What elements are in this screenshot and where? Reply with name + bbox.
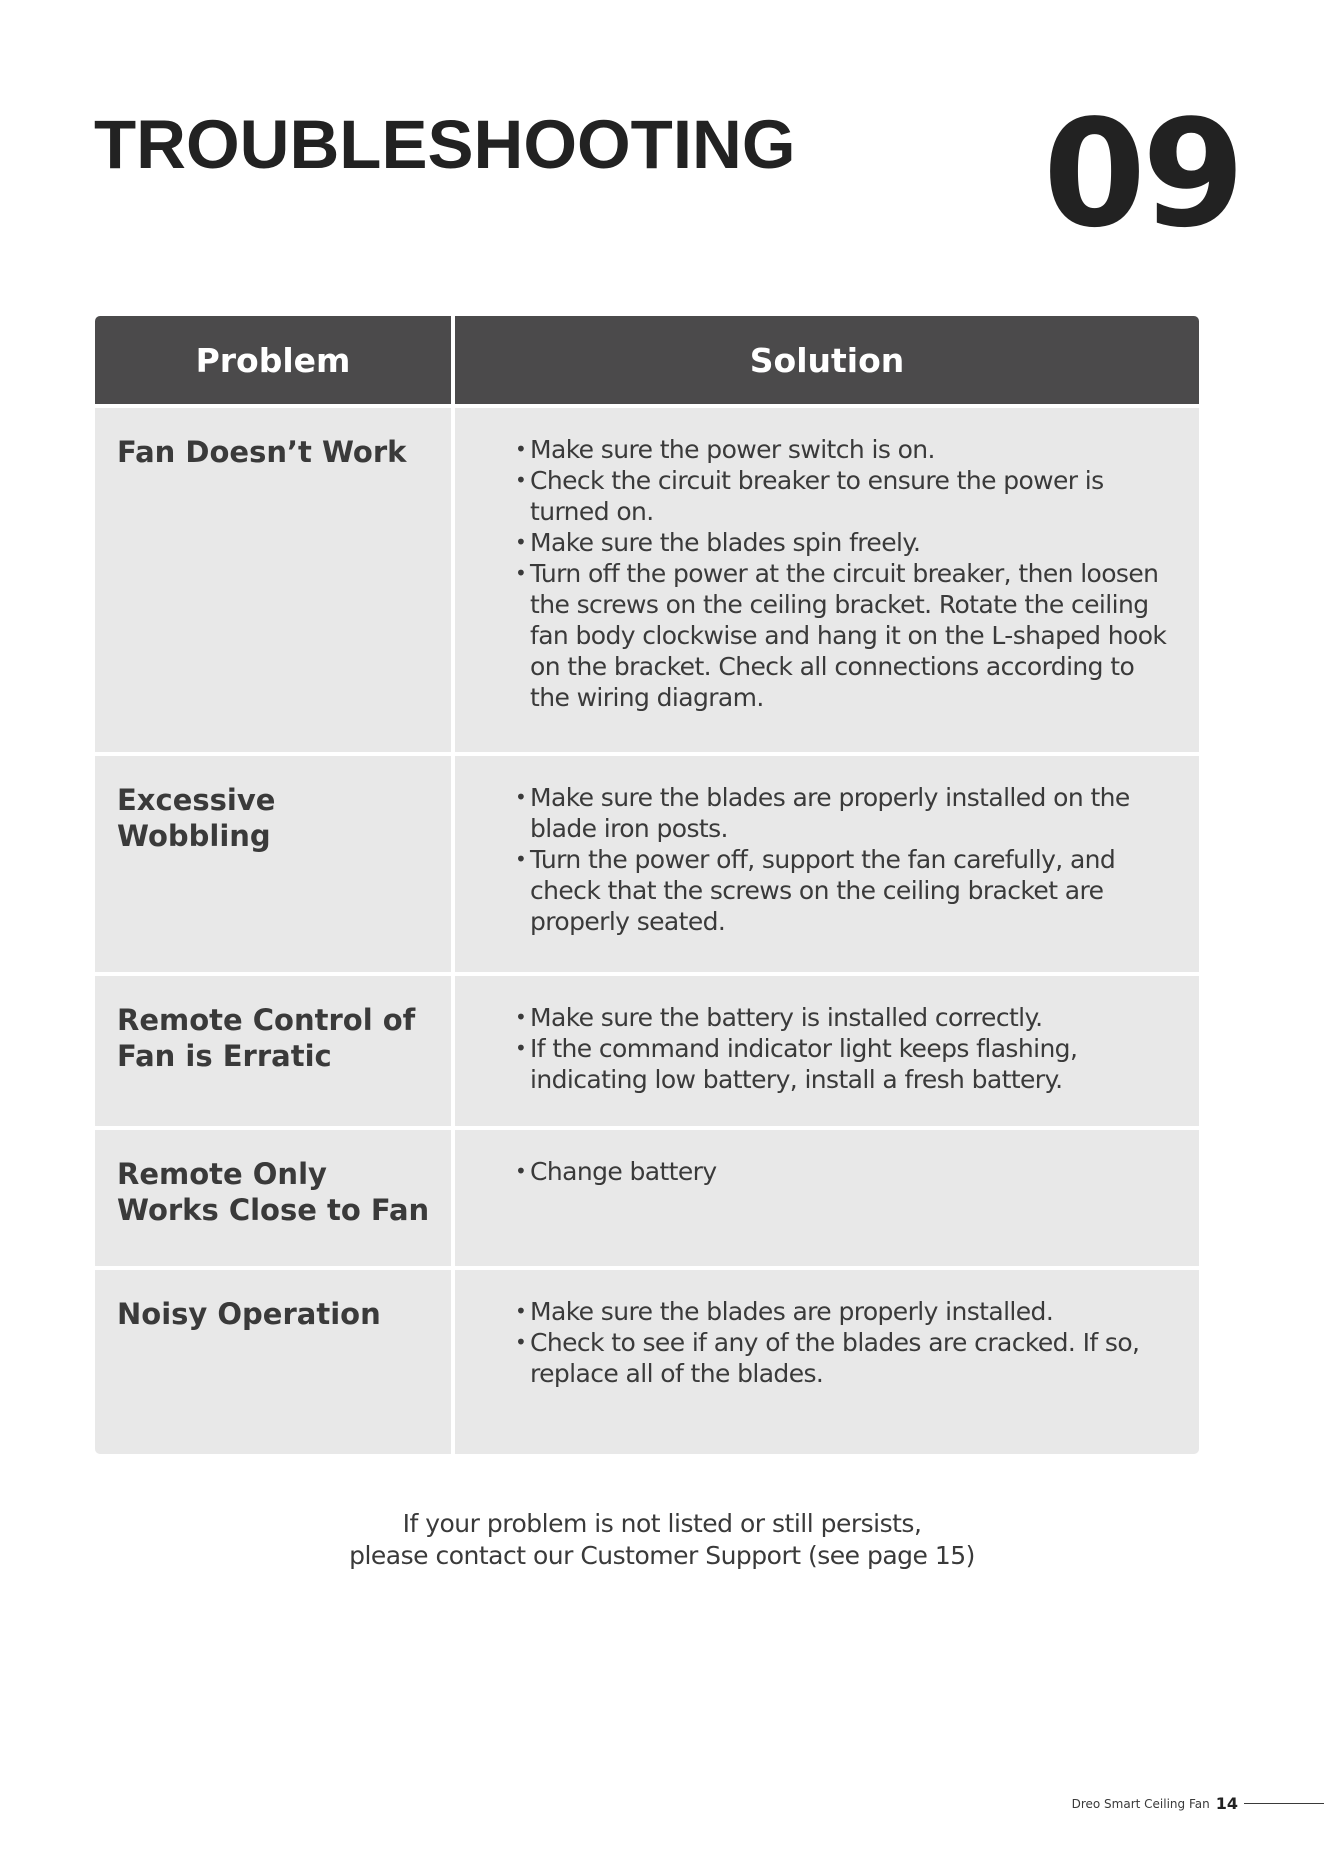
solution-item: • Turn the power off, support the fan carefully, and check that the screws on the ceiling bracket are properly seated. xyxy=(515,844,1169,937)
solution-list xyxy=(515,434,1169,713)
solution-item: • Make sure the blades spin freely. xyxy=(515,527,1169,558)
page-title: TROUBLESHOOTING xyxy=(94,106,796,183)
solution-item: • If the command indicator light keeps flashing, indicating low battery, install a fresh battery. xyxy=(515,1033,1169,1095)
solution-item: • Make sure the power switch is on. xyxy=(515,434,1169,465)
problem-cell: Remote Control of Fan is Erratic xyxy=(95,976,451,1126)
problem-cell: Excessive Wobbling xyxy=(95,756,451,972)
solution-cell xyxy=(455,976,1199,1126)
solution-cell xyxy=(455,1130,1199,1266)
table-row xyxy=(95,1270,1199,1454)
solution-list xyxy=(515,1002,1169,1095)
table-row xyxy=(95,756,1199,972)
solution-cell xyxy=(455,408,1199,752)
problem-cell: Fan Doesn’t Work xyxy=(95,408,451,752)
solution-item: • Check to see if any of the blades are cracked. If so, replace all of the blades. xyxy=(515,1327,1169,1389)
page-footer xyxy=(1072,1794,1324,1813)
support-note-line: please contact our Customer Support (see page 15) xyxy=(349,1541,975,1570)
support-note-line: If your problem is not listed or still persists, xyxy=(402,1509,922,1538)
troubleshooting-table xyxy=(95,316,1199,1454)
solution-item: • Check the circuit breaker to ensure the power is turned on. xyxy=(515,465,1169,527)
problem-cell: Noisy Operation xyxy=(95,1270,451,1454)
section-number: 09 xyxy=(1043,88,1241,260)
solution-item: • Turn off the power at the circuit breaker, then loosen the screws on the ceiling bracket. Rotate the ceiling fan body clockwise and hang it on the L-shaped hook on the bracket. Check all connections according to the wiring diagram. xyxy=(515,558,1169,713)
footer-brand: Dreo Smart Ceiling Fan xyxy=(1071,1796,1210,1811)
table-header xyxy=(95,316,1199,404)
table-row xyxy=(95,1130,1199,1266)
footer-rule xyxy=(1244,1803,1324,1804)
page-number: 14 xyxy=(1215,1794,1238,1813)
solution-item: • Make sure the blades are properly installed. xyxy=(515,1296,1169,1327)
solution-list xyxy=(515,1156,1169,1187)
solution-cell xyxy=(455,756,1199,972)
support-note xyxy=(0,1508,1324,1572)
solution-item: • Make sure the blades are properly installed on the blade iron posts. xyxy=(515,782,1169,844)
header-problem: Problem xyxy=(95,316,451,404)
table-row xyxy=(95,976,1199,1126)
problem-cell: Remote Only Works Close to Fan xyxy=(95,1130,451,1266)
table-row xyxy=(95,408,1199,752)
solution-list xyxy=(515,1296,1169,1389)
solution-list xyxy=(515,782,1169,937)
solution-item: • Change battery xyxy=(515,1156,1169,1187)
solution-cell xyxy=(455,1270,1199,1454)
header-solution: Solution xyxy=(455,316,1199,404)
solution-item: • Make sure the battery is installed correctly. xyxy=(515,1002,1169,1033)
